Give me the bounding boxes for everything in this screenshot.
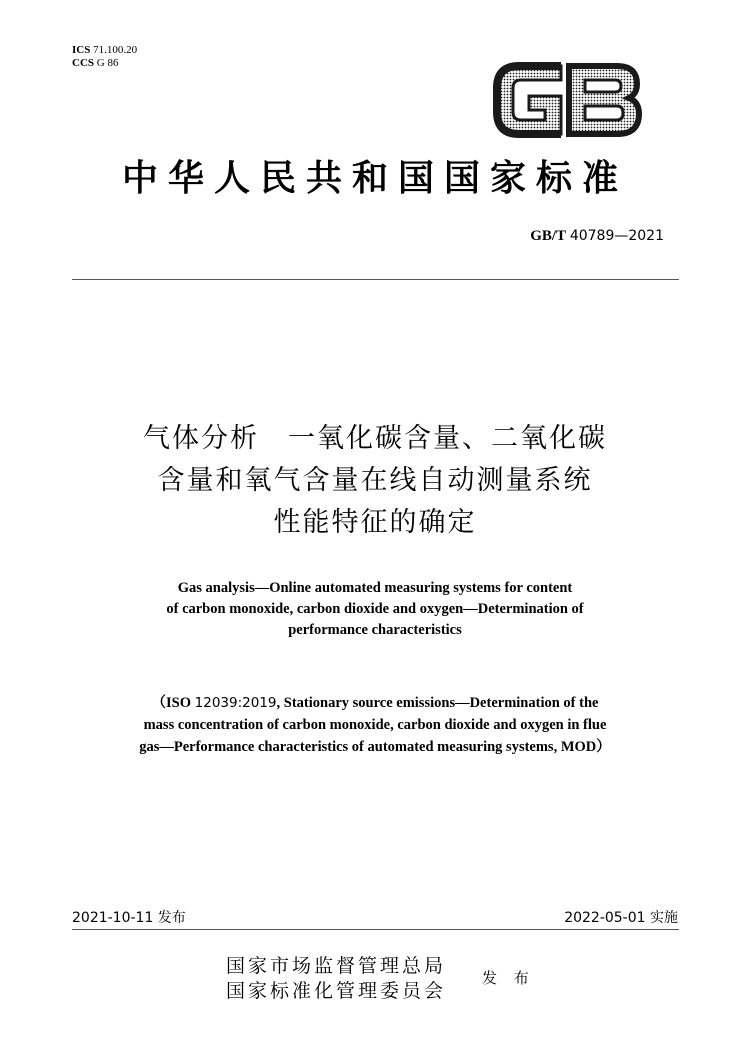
gb-logo-graphic bbox=[491, 60, 643, 140]
top-divider bbox=[72, 279, 679, 280]
issuing-authorities bbox=[226, 954, 446, 1004]
ccs-label: CCS bbox=[72, 57, 95, 69]
classification-codes bbox=[72, 44, 137, 70]
ics-value: 71.100.20 bbox=[93, 44, 138, 56]
gb-logo-letter-g bbox=[497, 66, 561, 134]
bottom-divider bbox=[72, 929, 679, 930]
gb-logo bbox=[491, 60, 643, 140]
english-title-line-1: Gas analysis—Online automated measuring systems for content bbox=[177, 580, 573, 596]
standard-type-heading: 中华人民共和国国家标准 bbox=[121, 157, 628, 199]
chinese-title-line-2: 含量和氧气含量在线自动测量系统 bbox=[157, 465, 593, 496]
english-title-line-2: of carbon monoxide, carbon dioxide and oxygen—Determination of bbox=[166, 601, 584, 617]
chinese-title-line-3: 性能特征的确定 bbox=[273, 507, 477, 538]
issuer-line-2: 国家标准化管理委员会 bbox=[226, 980, 447, 1002]
chinese-title-line-1: 气体分析 一氧化碳含量、二氧化碳 bbox=[143, 423, 607, 454]
ccs-line bbox=[72, 57, 137, 70]
issuer-line-1: 国家市场监督管理总局 bbox=[226, 955, 447, 977]
implementation-date: 2022-05-01 实施 bbox=[564, 910, 678, 926]
ccs-value: G 86 bbox=[96, 57, 119, 69]
iso-reference-line-1-text: , Stationary source emissions—Determination of the bbox=[276, 695, 599, 711]
iso-reference-line-1 bbox=[40, 692, 710, 714]
issue-date: 2021-10-11 发布 bbox=[72, 910, 186, 926]
iso-reference-line-3: gas—Performance characteristics of automated measuring systems, MOD） bbox=[139, 739, 611, 755]
iso-reference-prefix: （ISO bbox=[151, 695, 195, 711]
standard-number bbox=[530, 228, 664, 245]
ics-label: ICS bbox=[72, 44, 91, 56]
standard-number-value: 40789—2021 bbox=[569, 228, 664, 244]
standard-code: GB/T bbox=[530, 228, 567, 244]
issue-action: 发 布 bbox=[482, 969, 535, 987]
iso-reference-line-2: mass concentration of carbon monoxide, carbon dioxide and oxygen in flue bbox=[143, 717, 607, 733]
english-title-line-3: performance characteristics bbox=[288, 622, 462, 638]
english-title bbox=[60, 578, 690, 641]
iso-reference-number: 12039:2019 bbox=[194, 695, 277, 711]
ics-line bbox=[72, 44, 137, 57]
chinese-title bbox=[40, 418, 710, 544]
iso-reference bbox=[40, 692, 710, 758]
